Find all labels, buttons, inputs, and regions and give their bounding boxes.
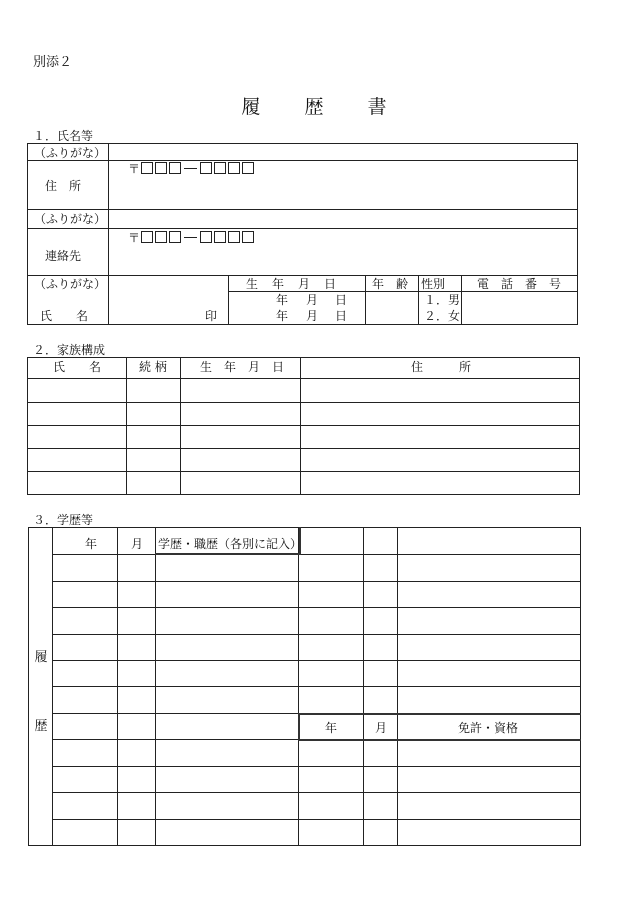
family-col-birth: 生 年 月 日 [200, 360, 285, 374]
family-col-name: 氏 名 [53, 360, 102, 374]
page-title [0, 92, 630, 119]
furigana-label-1: （ふりがな） [34, 146, 107, 160]
history-col-month: 月 [131, 537, 144, 551]
history-col-year: 年 [85, 537, 98, 551]
section2-heading: ２．家族構成 [33, 343, 106, 357]
contact-label: 連絡先 [45, 249, 82, 263]
birth-year-2: 年 [276, 309, 289, 323]
family-col-relation: 続 柄 [139, 360, 167, 374]
title-char-2: 歴 [304, 96, 326, 118]
furigana-label-3: （ふりがな） [34, 277, 107, 291]
seal-mark: 印 [205, 309, 218, 323]
gender-female[interactable]: ２．女 [424, 309, 461, 323]
birth-day-1: 日 [335, 293, 348, 307]
attachment-label: 別添２ [33, 55, 73, 70]
birth-month-2: 月 [306, 309, 319, 323]
side-label-1: 履 [34, 650, 48, 665]
phone-header: 電 話 番 号 [477, 277, 562, 291]
postal-mark: 〒 [128, 231, 141, 245]
address-label: 住 所 [45, 179, 82, 193]
section1-heading: １．氏名等 [33, 129, 94, 143]
postal-mark: 〒 [128, 162, 141, 176]
section3-heading: ３．学歴等 [33, 513, 94, 527]
postal-code-address[interactable] [128, 162, 255, 176]
side-label-2: 歴 [34, 719, 48, 734]
title-char-3: 書 [367, 96, 389, 118]
license-col-title: 免許・資格 [458, 721, 519, 735]
gender-header: 性別 [421, 277, 446, 291]
age-header: 年 齢 [372, 277, 409, 291]
birth-day-2: 日 [335, 309, 348, 323]
gender-male[interactable]: １．男 [424, 293, 461, 307]
birth-year-1: 年 [276, 293, 289, 307]
license-col-year: 年 [325, 721, 338, 735]
name-label: 氏 名 [40, 309, 89, 323]
history-col-title: 学歴・職歴（各別に記入） [158, 537, 303, 551]
birth-month-1: 月 [306, 293, 319, 307]
birth-header: 生 年 月 日 [246, 277, 338, 291]
title-char-1: 履 [241, 96, 263, 118]
furigana-label-2: （ふりがな） [34, 212, 107, 226]
license-col-month: 月 [375, 721, 388, 735]
family-col-address: 住 所 [411, 360, 472, 374]
postal-code-contact[interactable] [128, 231, 255, 245]
